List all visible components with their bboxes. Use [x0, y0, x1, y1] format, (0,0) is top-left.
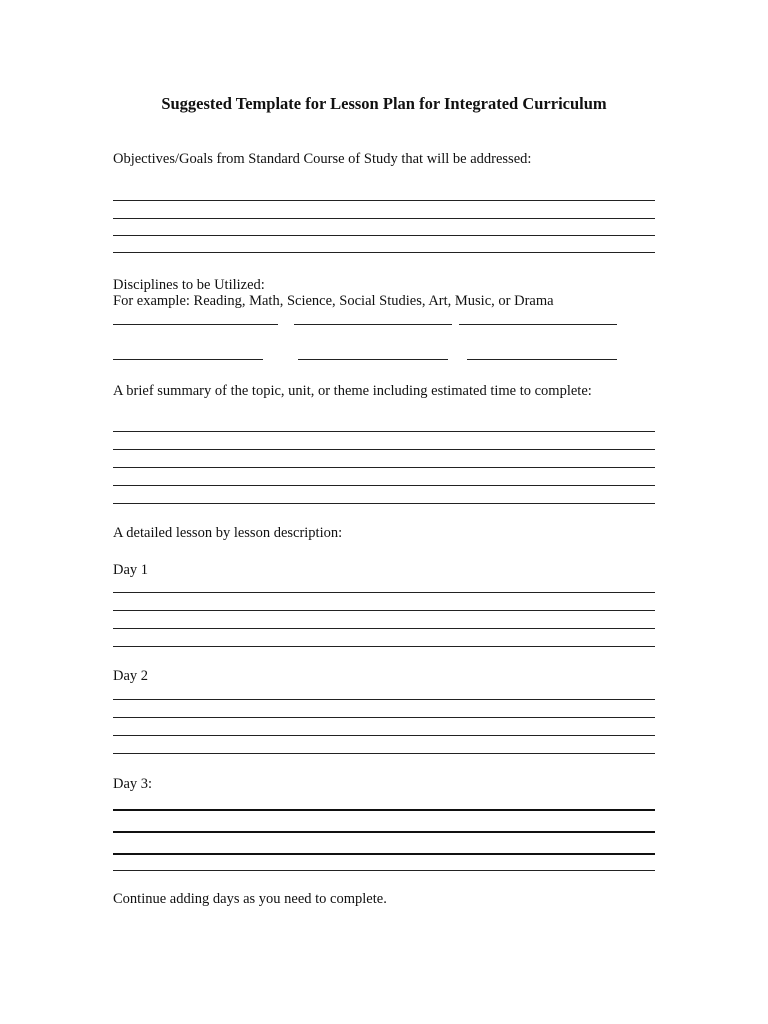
day-3-line-3[interactable] — [113, 853, 655, 855]
page-title: Suggested Template for Lesson Plan for Integrated Curriculum — [161, 94, 607, 113]
objectives-line-2[interactable] — [113, 218, 655, 219]
day-3-line-1[interactable] — [113, 809, 655, 811]
day-2-line-1[interactable] — [113, 699, 655, 700]
day-2-line-2[interactable] — [113, 717, 655, 718]
summary-label: A brief summary of the topic, unit, or theme including estimated time to complete: — [113, 383, 592, 399]
objectives-line-1[interactable] — [113, 200, 655, 201]
objectives-line-3[interactable] — [113, 235, 655, 236]
day-2-line-4[interactable] — [113, 753, 655, 754]
day-2-line-3[interactable] — [113, 735, 655, 736]
discipline-blank-1[interactable] — [113, 324, 278, 325]
summary-line-2[interactable] — [113, 449, 655, 450]
summary-line-1[interactable] — [113, 431, 655, 432]
day-2-label: Day 2 — [113, 668, 149, 684]
discipline-blank-6[interactable] — [467, 359, 617, 360]
day-1-line-3[interactable] — [113, 628, 655, 629]
summary-line-5[interactable] — [113, 503, 655, 504]
detailed-description-label: A detailed lesson by lesson description: — [113, 525, 343, 541]
discipline-blank-4[interactable] — [113, 359, 263, 360]
objectives-line-4[interactable] — [113, 252, 655, 253]
continue-note: Continue adding days as you need to complete. — [113, 891, 387, 907]
discipline-blank-3[interactable] — [459, 324, 617, 325]
day-1-line-2[interactable] — [113, 610, 655, 611]
day-1-label: Day 1 — [113, 562, 149, 578]
summary-line-3[interactable] — [113, 467, 655, 468]
day-1-line-1[interactable] — [113, 592, 655, 593]
day-3-line-2[interactable] — [113, 831, 655, 833]
disciplines-label: Disciplines to be Utilized: — [113, 277, 265, 293]
day-1-line-4[interactable] — [113, 646, 655, 647]
discipline-blank-2[interactable] — [294, 324, 452, 325]
summary-line-4[interactable] — [113, 485, 655, 486]
disciplines-example: For example: Reading, Math, Science, Social Studies, Art, Music, or Drama — [113, 293, 554, 309]
objectives-label: Objectives/Goals from Standard Course of Study that will be addressed: — [113, 151, 532, 167]
day-3-line-4[interactable] — [113, 870, 655, 871]
discipline-blank-5[interactable] — [298, 359, 448, 360]
day-3-label: Day 3: — [113, 776, 153, 792]
